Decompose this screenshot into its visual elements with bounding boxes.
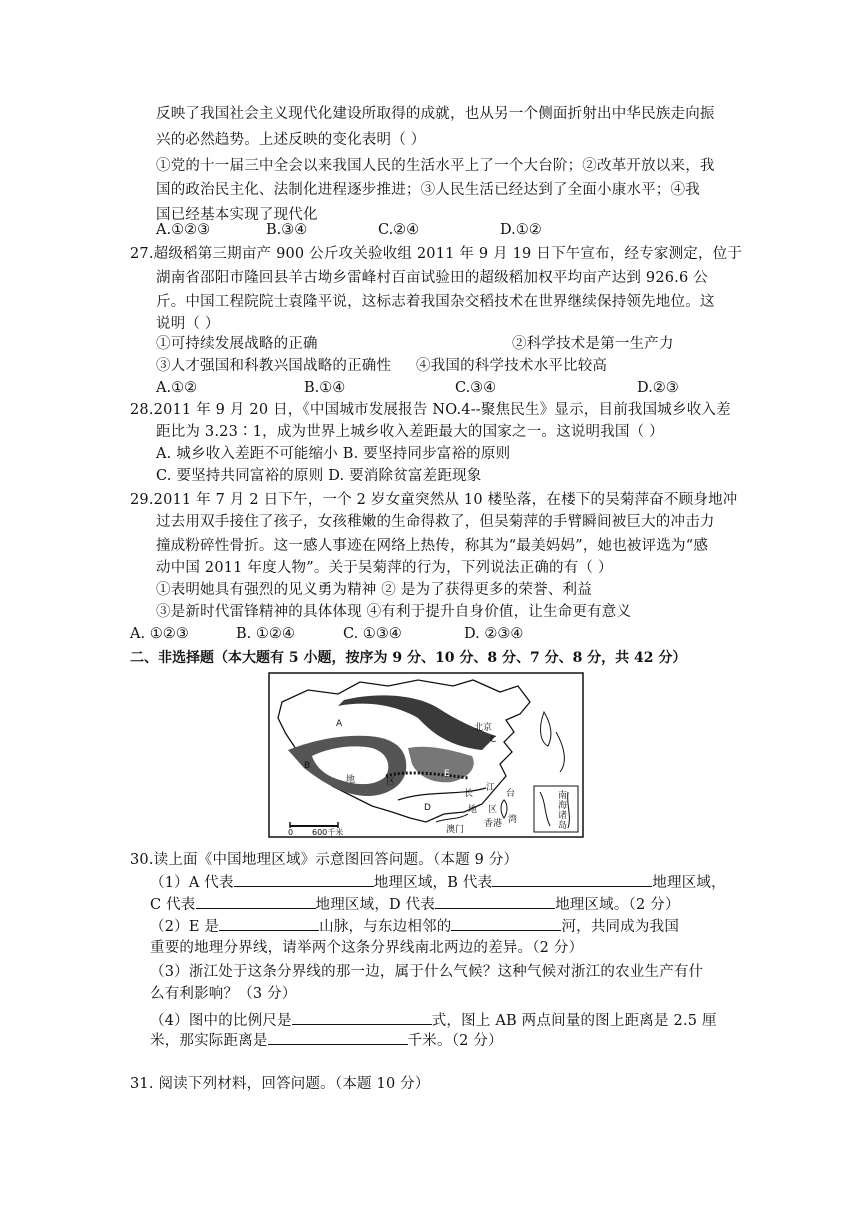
q30-part-1-line-2 [150,894,680,915]
q28-line-3: A. 城乡收入差距不可能缩小 B. 要坚持同步富裕的原则 [156,446,511,462]
scale-zero-label: 0 [288,828,294,837]
q27-statement-2: ②科学技术是第一生产力 [512,336,674,352]
inset-label-hai: 海 [558,801,568,811]
q27-line-3: 斤。中国工程院院士袁隆平说，这标志着我国杂交稻技术在世界继续保持领先地位。这 [156,294,715,310]
q26-line-5: 国已经基本实现了现代化 [156,207,318,223]
q26-line-3: ①党的十一届三中全会以来我国人民的生活水平上了一个大台阶；②改革开放以来，我 [156,158,715,174]
q27-line-2: 湖南省邵阳市隆回县羊古坳乡雷峰村百亩试验田的超级稻加权平均亩产达到 926.6 公 [156,270,708,286]
q30-p2-a: （2）E 是 [150,919,220,935]
q30-part-2-line-2: 重要的地理分界线，请举两个这条分界线南北两边的差异。（2 分） [150,940,584,956]
map-label-aomen: 澳门 [446,825,465,835]
q27-statement-4: ④我国的科学技术水平比较高 [416,358,608,374]
q30-p4-c: 米，那实际距离是 [150,1033,268,1049]
answer-blank-e[interactable] [219,916,319,931]
map-label-c: C [490,735,497,745]
map-label-qu-1: 区 [386,777,396,787]
q30-p1-b: 地理区域，B 代表 [373,875,493,891]
q30-p1-a: （1）A 代表 [150,875,234,891]
q30-p1-f: 地理区域。（2 分） [555,897,680,913]
q30-part-4-line-2 [150,1030,503,1051]
q30-part-3-line-1: （3）浙江处于这条分界线的那一边，属于什么气候？这种气候对浙江的农业生产有什 [150,964,704,980]
q30-p1-c: 地理区域， [652,875,726,891]
map-label-di-1: 地 [346,775,356,785]
q26-line-1: 反映了我国社会主义现代化建设所取得的成就，也从另一个侧面折射出中华民族走向振 [156,106,715,122]
q26-line-2: 兴的必然趋势。上述反映的变化表明（ ） [156,132,426,148]
map-label-jiang: 江 [486,783,496,793]
section-2-heading: 二、非选择题（本大题有 5 小题，按序为 9 分、10 分、8 分、7 分、8 分，共 42 分） [130,650,687,666]
q26-option-d: D.①② [500,222,542,238]
q30-title: 30.读上面《中国地理区域》示意图回答问题。（本题 9 分） [130,852,519,868]
q30-part-1-line-1 [150,872,726,893]
scale-distance-label: 600千米 [312,828,344,837]
q27-option-b: B.①④ [304,380,346,396]
map-label-a: A [336,719,343,729]
q27-line-1: 27.超级稻第三期亩产 900 公斤攻关验收组 2011 年 9 月 19 日下午宣布，经专家测定，位于 [130,246,743,262]
map-label-xianggang: 香港 [484,819,503,829]
q30-part-2-line-1 [150,916,679,937]
answer-blank-c[interactable] [196,894,316,909]
q26-option-c: C.②④ [378,222,420,238]
q27-option-a: A.①② [156,380,198,396]
q28-line-2: 距比为 3.23∶1，成为世界上城乡收入差距最大的国家之一。这说明我国（ ） [156,424,664,440]
answer-blank-scale[interactable] [292,1010,432,1025]
inset-label-zhu: 诸 [558,811,568,821]
q29-statement-3-4: ③是新时代雷锋精神的具体体现 ④有利于提升自身价值，让生命更有意义 [156,604,632,620]
answer-blank-distance[interactable] [268,1030,408,1045]
answer-blank-d[interactable] [435,894,555,909]
q29-option-c: C. ①③④ [343,626,402,642]
map-label-tai: 台 [506,789,516,799]
china-region-map [268,672,584,838]
q26-option-a: A.①②③ [156,222,211,238]
q30-p1-e: 地理区域，D 代表 [315,897,436,913]
inset-label-dao: 岛 [558,821,568,831]
q27-statement-1: ①可持续发展战略的正确 [156,336,318,352]
map-label-di-2: 地 [468,805,478,815]
q30-p4-d: 千米。（2 分） [407,1033,503,1049]
q27-statement-3: ③人才强国和科教兴国战略的正确性 [156,358,392,374]
q30-part-4-line-1 [150,1010,717,1031]
map-label-wan: 湾 [508,815,518,825]
map-label-qu-2: 区 [488,805,498,815]
map-label-beijing: 北京 [474,723,493,733]
q29-line-2: 过去用双手接住了孩子，女孩稚嫩的生命得救了，但吴菊萍的手臂瞬间被巨大的冲击力 [156,514,715,530]
q30-p4-b: 式，图上 AB 两点间量的图上距离是 2.5 厘 [431,1013,717,1029]
q29-line-1: 29.2011 年 7 月 2 日下午，一个 2 岁女童突然从 10 楼坠落，在楼下的吴菊萍奋不顾身地冲 [130,492,738,508]
answer-blank-river[interactable] [451,916,561,931]
q31-title: 31. 阅读下列材料，回答问题。（本题 10 分） [130,1076,430,1092]
q30-p2-c: 河，共同成为我国 [561,919,680,935]
q29-option-d: D. ②③④ [464,626,524,642]
q27-option-d: D.②③ [637,380,679,396]
q29-line-3: 撞成粉碎性骨折。这一感人事迹在网络上热传，称其为“最美妈妈”，她也被评选为“感 [156,538,709,554]
q30-part-3-line-2: 么有利影响？（3 分） [150,986,297,1002]
answer-blank-a[interactable] [234,872,374,887]
q30-p2-b: 山脉，与东边相邻的 [319,919,452,935]
q29-statement-1-2: ①表明她具有强烈的见义勇为精神 ② 是为了获得更多的荣誉、利益 [156,582,592,598]
q29-option-a: A. ①②③ [130,626,189,642]
q26-option-b: B.③④ [266,222,308,238]
q29-option-b: B. ①②④ [236,626,295,642]
q28-line-1: 28.2011 年 9 月 20 日，《中国城市发展报告 NO.4--聚焦民生》显示，目前我国城乡收入差 [130,402,731,418]
answer-blank-b[interactable] [492,872,652,887]
q30-p4-a: （4）图中的比例尺是 [150,1013,292,1029]
q26-line-4: 国的政治民主化、法制化进程逐步推进；③人民生活已经达到了全面小康水平；④我 [156,182,700,198]
map-label-d: D [424,803,431,813]
inset-label-nan: 南 [558,791,568,801]
q30-p1-d: C 代表 [150,897,196,913]
map-label-chang: 长 [464,789,474,799]
q29-line-4: 动中国 2011 年度人物”。关于吴菊萍的行为，下列说法正确的有（ ） [156,560,613,576]
q28-line-4: C. 要坚持共同富裕的原则 D. 要消除贫富差距现象 [156,468,482,484]
q27-option-c: C.③④ [455,380,497,396]
map-label-b: B [304,761,311,771]
map-label-e: E [444,769,450,779]
q27-line-4: 说明（ ） [156,316,220,332]
